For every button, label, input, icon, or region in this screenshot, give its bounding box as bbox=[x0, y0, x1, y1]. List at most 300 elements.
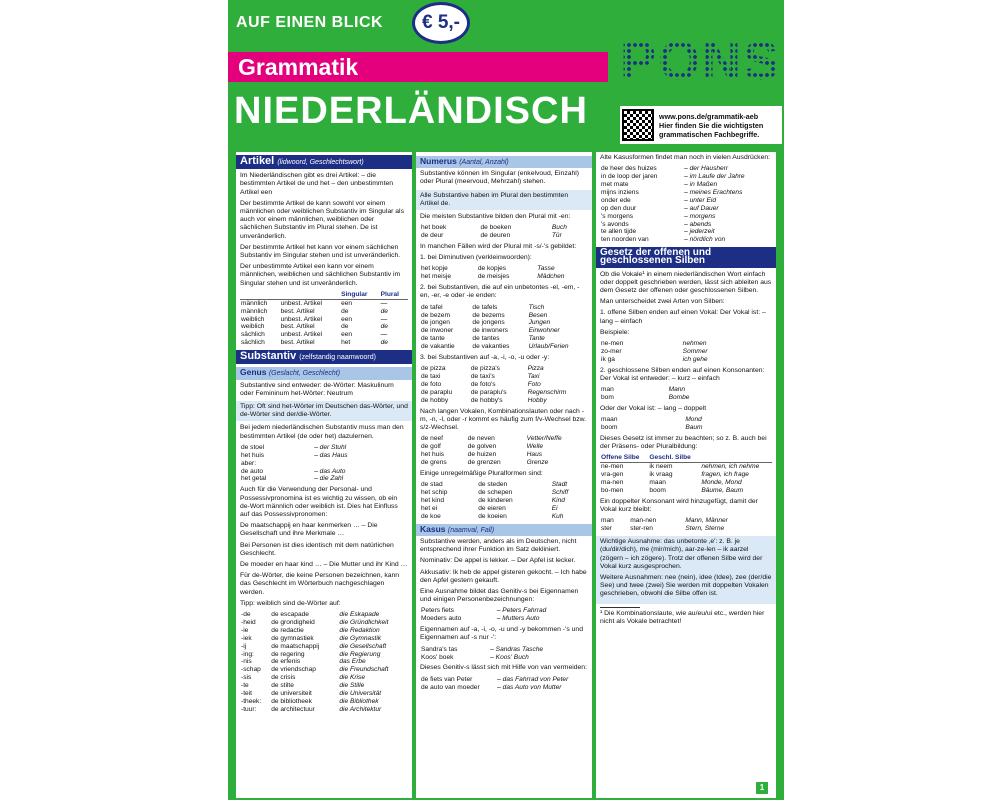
section-substantiv: Substantiv (zelfstandig naamwoord) bbox=[236, 350, 412, 364]
tip-box: Tipp: Oft sind het-Wörter im Deutschen das-Wörter, und de-Wörter sind der/die-Wörter. bbox=[236, 401, 412, 421]
table-cell: Tasse bbox=[537, 265, 555, 273]
section-artikel: Artikel (lidwoord, Geschlechtswort) bbox=[236, 155, 412, 169]
table-row bbox=[240, 299, 408, 307]
plural-table bbox=[420, 481, 588, 521]
suffix-table bbox=[240, 611, 408, 714]
subsection-genus: Genus (Geslacht, Geschlecht) bbox=[236, 367, 412, 379]
table-cell: – jederzeit bbox=[684, 228, 715, 236]
table-row bbox=[420, 373, 588, 381]
table-cell: die Krise bbox=[339, 674, 365, 682]
table-row bbox=[600, 463, 772, 471]
table-cell: Welle bbox=[526, 443, 544, 451]
table-cell: man bbox=[601, 517, 614, 525]
table-cell: de bibliotheek bbox=[271, 697, 312, 705]
table-cell: unbest. Artikel bbox=[280, 299, 322, 307]
table-cell: maan bbox=[601, 416, 618, 424]
table-cell: Pizza bbox=[527, 365, 544, 373]
table-cell: de meisjes bbox=[477, 273, 510, 281]
text: De moeder en haar kind … – Die Mutter und ihr Kind … bbox=[240, 560, 408, 568]
table-cell: best. Artikel bbox=[280, 339, 315, 347]
text: Für de-Wörter, die keine Personen bezeichnen, kann das Geschlecht im Wörterbuch nachgeschlagen werden. bbox=[240, 572, 400, 596]
tip-box: Alle Substantive haben im Plural den bestimmten Artikel de. bbox=[416, 190, 592, 210]
cheat-sheet bbox=[228, 0, 784, 800]
table-cell: de foto's bbox=[470, 381, 496, 389]
table-cell: männlich bbox=[241, 307, 268, 315]
table-row bbox=[240, 690, 408, 698]
table-cell: man bbox=[601, 386, 614, 394]
table-cell: -de bbox=[241, 610, 251, 618]
table-cell: -schap bbox=[241, 666, 261, 674]
table-cell: -nis bbox=[241, 658, 252, 666]
table-cell: – der Hausherr bbox=[684, 165, 729, 173]
text: Der bestimmte Artikel het kann vor einem sächlichen Substantiv im Singular stehen und ist unveränderlich. bbox=[240, 243, 401, 260]
column-2 bbox=[416, 152, 592, 798]
text: Die meisten Substantive bilden den Plural mit -en: bbox=[420, 213, 571, 221]
table-cell: de vakantie bbox=[421, 343, 455, 351]
table-row bbox=[420, 381, 588, 389]
text: Dieses Gesetz ist immer zu beachten; so z. B. auch bei der Präsens- oder Pluralbildung: bbox=[600, 435, 767, 451]
table-cell: die Freundschaft bbox=[339, 666, 389, 674]
table-row bbox=[600, 348, 772, 356]
table-row bbox=[600, 221, 772, 229]
table-cell: mijns inziens bbox=[601, 188, 639, 196]
example-table bbox=[420, 607, 588, 623]
table-cell: de escapade bbox=[271, 610, 309, 618]
table-row bbox=[600, 189, 772, 197]
table-row bbox=[600, 181, 772, 189]
table-row bbox=[240, 460, 408, 468]
table-row bbox=[600, 236, 772, 244]
table-cell: de tantes bbox=[472, 335, 500, 343]
table-cell: die Stille bbox=[339, 682, 365, 690]
table-cell: – unter Eid bbox=[684, 196, 717, 204]
text: Nach langen Vokalen, Kombinationslauten oder nach -m, -n, -l, oder -r kommt es häufig zum f/v-Wechsel bzw. s/z-Wechsel. bbox=[420, 407, 587, 432]
plural-table bbox=[420, 224, 588, 240]
language-title: NIEDERLÄNDISCH bbox=[234, 90, 588, 132]
table-cell: de bbox=[341, 307, 349, 315]
table-cell: de koeien bbox=[478, 512, 507, 520]
table-cell: Foto bbox=[527, 381, 541, 389]
table-cell: -iek bbox=[241, 634, 252, 642]
page-number: 1 bbox=[756, 782, 768, 794]
table-cell: ster bbox=[601, 525, 612, 533]
example-table bbox=[420, 676, 588, 692]
table-row bbox=[420, 684, 588, 692]
table-cell: Mond bbox=[685, 416, 702, 424]
table-row bbox=[240, 475, 408, 483]
qr-line-2: Hier finden Sie die wichtigsten bbox=[659, 120, 764, 130]
table-row bbox=[420, 397, 588, 405]
table-cell: ik neem bbox=[649, 463, 673, 471]
table-cell: de erfenis bbox=[271, 658, 301, 666]
table-cell: op den duur bbox=[601, 204, 637, 212]
text: Substantive sind entweder: de-Wörter: Maskulinum oder Femininum het-Wörter: Neutrum bbox=[240, 381, 394, 397]
table-row bbox=[240, 331, 408, 339]
table-cell: Bombe bbox=[668, 394, 690, 402]
table-cell: een bbox=[341, 331, 353, 339]
table-row bbox=[420, 327, 588, 335]
table-row bbox=[600, 165, 772, 173]
table-cell: het bbox=[341, 339, 351, 347]
text: Ob die Vokale¹ in einem niederländischen Wort einfach oder doppelt geschrieben werden, lässt sich ableiten aus dem Gesetz der offenen oder geschlossenen Silben. bbox=[600, 270, 772, 295]
table-cell: de grenzen bbox=[467, 459, 501, 467]
text: Im Niederländischen gibt es drei Artikel: – die bestimmten Artikel de und het – den unbestimmten Artikel een bbox=[240, 172, 394, 196]
price-badge: € 5,- bbox=[412, 2, 470, 44]
table-cell: fragen, ich frage bbox=[701, 471, 749, 479]
table-cell: de regering bbox=[271, 650, 305, 658]
table-cell: de boeken bbox=[480, 224, 512, 232]
table-row bbox=[420, 273, 588, 281]
table-cell: de gymnastiek bbox=[271, 634, 314, 642]
table-cell: boom bbox=[649, 487, 666, 495]
table-cell: een bbox=[341, 315, 353, 323]
table-cell: de bbox=[380, 323, 388, 331]
table-cell: die Redaktion bbox=[339, 626, 380, 634]
table-cell: de vakanties bbox=[472, 343, 510, 351]
table-row bbox=[420, 513, 588, 521]
table-cell: – das Auto von Mutter bbox=[497, 683, 562, 691]
table-row bbox=[600, 173, 772, 181]
table-cell: ten noorden van bbox=[601, 236, 649, 244]
table-row bbox=[420, 435, 588, 443]
table-cell: Vetter/Neffe bbox=[526, 435, 562, 443]
text: Bei Personen ist dies identisch mit dem natürlichen Geschlecht. bbox=[240, 541, 394, 557]
text: Substantive werden, anders als im Deutschen, nicht entsprechend ihrer Funktion im Satz dekliniert. bbox=[420, 538, 577, 554]
table-cell: de hobby bbox=[421, 396, 449, 404]
table-cell: het schip bbox=[421, 489, 448, 497]
table-cell: -teit bbox=[241, 690, 252, 698]
subsection-kasus: Kasus (naamval, Fall) bbox=[416, 524, 592, 536]
table-cell: het meisje bbox=[421, 273, 452, 281]
text: Oder der Vokal ist: – lang – doppelt bbox=[600, 405, 707, 413]
table-row bbox=[240, 611, 408, 619]
table-cell: de taxi bbox=[421, 373, 441, 381]
table-cell: best. Artikel bbox=[280, 323, 315, 331]
table-cell: best. Artikel bbox=[280, 307, 315, 315]
table-cell: — bbox=[380, 315, 388, 323]
table-cell: die Gründlichkeit bbox=[339, 618, 389, 626]
table-cell: Koos' boek bbox=[421, 653, 454, 661]
table-cell: – die Zahl bbox=[314, 475, 344, 483]
table-cell: das Erbe bbox=[339, 658, 366, 666]
table-cell: de auto van moeder bbox=[421, 683, 480, 691]
table-cell: Taxi bbox=[527, 373, 540, 381]
table-cell: 's morgens bbox=[601, 212, 634, 220]
text: Nominativ: De appel is lekker. – Der Apfel ist lecker. bbox=[420, 557, 576, 565]
text: In manchen Fällen wird der Plural mit -s/-'s gebildet: bbox=[420, 243, 577, 251]
table-cell: de inwoners bbox=[472, 327, 508, 335]
table-cell: Kind bbox=[551, 497, 565, 505]
table-cell: – auf Dauer bbox=[684, 204, 719, 212]
table-cell: de architectuur bbox=[271, 705, 315, 713]
table-cell: männlich bbox=[241, 299, 268, 307]
table-cell: -ing: bbox=[241, 650, 254, 658]
table-cell: ik ga bbox=[601, 355, 615, 363]
table-cell: vra-gen bbox=[601, 471, 624, 479]
table-cell: Mädchen bbox=[537, 273, 565, 281]
text: 2. geschlossene Silben enden auf einen Konsonanten: Der Vokal ist entweder: – kurz – einfach bbox=[600, 366, 765, 383]
text: Der unbestimmte Artikel een kann vor einem männlichen, weiblichen und sächlichen Substantiv im Singular stehen und ist unveränderlich. bbox=[240, 263, 401, 287]
table-cell: bom bbox=[601, 394, 614, 402]
table-cell: de bezems bbox=[472, 311, 505, 319]
table-cell: – der Stuhl bbox=[314, 443, 347, 451]
table-cell: de neven bbox=[467, 435, 495, 443]
qr-url[interactable]: www.pons.de/grammatik-aeb bbox=[659, 111, 759, 121]
table-cell: de fiets van Peter bbox=[421, 675, 473, 683]
table-cell: de bbox=[341, 323, 349, 331]
table-cell: nehmen, ich nehme bbox=[701, 463, 760, 471]
table-cell: de huizen bbox=[467, 451, 497, 459]
table-cell: -ij bbox=[241, 642, 247, 650]
table-cell: Tür bbox=[551, 232, 562, 240]
table-cell: het boek bbox=[421, 224, 447, 232]
table-row bbox=[420, 646, 588, 654]
table-cell: de stilte bbox=[271, 682, 294, 690]
table-row bbox=[240, 643, 408, 651]
table-cell: de universiteit bbox=[271, 690, 312, 698]
table-cell: de kopjes bbox=[477, 265, 507, 273]
text: Bei jedem niederländischen Substantiv muss man den bestimmten Artikel (de oder het) dazulernen. bbox=[240, 424, 404, 440]
kasus-table bbox=[600, 165, 772, 244]
table-cell: ster-ren bbox=[630, 525, 653, 533]
table-cell: Haus bbox=[526, 451, 543, 459]
table-cell: Moeders auto bbox=[421, 615, 462, 623]
table-cell: de neef bbox=[421, 435, 443, 443]
text: Beispiele: bbox=[600, 328, 630, 336]
table-cell: sächlich bbox=[241, 339, 265, 347]
table-row bbox=[240, 308, 408, 316]
table-row bbox=[420, 676, 588, 684]
table-row bbox=[420, 312, 588, 320]
table-cell: de auto bbox=[241, 467, 263, 475]
table-row bbox=[420, 389, 588, 397]
table-cell: Ei bbox=[551, 504, 558, 512]
table-cell: die Architektur bbox=[339, 705, 382, 713]
table-row bbox=[600, 197, 772, 205]
table-cell: de bbox=[380, 339, 388, 347]
table-row bbox=[420, 607, 588, 615]
table-row bbox=[420, 489, 588, 497]
table-cell: de paraplu's bbox=[470, 389, 507, 397]
table-cell: die Bibliothek bbox=[339, 697, 379, 705]
table-cell: – im Laufe der Jahre bbox=[684, 173, 745, 181]
plural-table bbox=[420, 304, 588, 351]
example-table bbox=[420, 646, 588, 662]
table-cell: de jongen bbox=[421, 319, 450, 327]
table-cell: de heer des huizes bbox=[601, 165, 657, 173]
table-cell: de grens bbox=[421, 459, 447, 467]
text: 1. offene Silben enden auf einen Vokal: Der Vokal ist: – lang – einfach bbox=[600, 309, 766, 325]
qr-text bbox=[659, 112, 763, 139]
table-cell: nehmen bbox=[682, 340, 707, 348]
text: Substantive können im Singular (enkelvoud, Einzahl) oder Plural (meervoud, Mehrzahl) stehen. bbox=[420, 170, 580, 186]
header bbox=[228, 0, 784, 148]
table-cell: de tafel bbox=[421, 303, 443, 311]
table-cell: – morgens bbox=[684, 212, 716, 220]
table-row bbox=[420, 319, 588, 327]
subsection-numerus: Numerus (Aantal, Anzahl) bbox=[416, 156, 592, 168]
table-row bbox=[420, 654, 588, 662]
table-cell: — bbox=[380, 331, 388, 339]
table-row bbox=[240, 682, 408, 690]
table-row bbox=[420, 265, 588, 273]
tip-box: Wichtige Ausnahme: das unbetonte ‚e': z. B. je (du/dir/dich), me (mir/mich), aar-ze-len – ik aarzel (zögern – ich zögere). Trotz der offenen Silbe wird der Vokal kurz ausgesprochen. Weitere Ausnahmen: nee (nein), idee (Idee), zee (der/die See) und twee (zwei) Sie werden mit doppelten Vokalen geschrieben, obwohl die Silbe offen ist. bbox=[596, 536, 776, 603]
table-cell: die Gesellschaft bbox=[339, 642, 387, 650]
table-row bbox=[600, 471, 772, 479]
table-row bbox=[240, 666, 408, 674]
table-row bbox=[240, 658, 408, 666]
column-1 bbox=[236, 152, 412, 798]
table-cell: – das Auto bbox=[314, 467, 346, 475]
table-cell: de bbox=[380, 307, 388, 315]
table-row bbox=[600, 205, 772, 213]
table-row bbox=[420, 335, 588, 343]
plural-table bbox=[420, 265, 588, 281]
table-cell: -ie bbox=[241, 626, 249, 634]
table-cell: Sandra's tas bbox=[421, 645, 458, 653]
table-cell: de crisis bbox=[271, 674, 296, 682]
table-cell: de taxi's bbox=[470, 373, 495, 381]
table-cell: de deuren bbox=[480, 232, 511, 240]
table-row bbox=[420, 459, 588, 467]
table-row bbox=[420, 451, 588, 459]
table-cell: – abends bbox=[684, 220, 712, 228]
text: Eine Ausnahme bildet das Genitiv-s bei Eigennamen und einigen Personenbezeichnungen: bbox=[420, 588, 579, 604]
table-cell: de bezem bbox=[421, 311, 450, 319]
table-cell: Hobby bbox=[527, 396, 547, 404]
qr-box[interactable] bbox=[620, 106, 782, 144]
table-row bbox=[420, 497, 588, 505]
table-cell: de maatschappij bbox=[271, 642, 320, 650]
content-area bbox=[228, 148, 784, 800]
table-cell: – Sandras Tasche bbox=[490, 645, 544, 653]
table-row bbox=[600, 525, 772, 533]
table-cell: Buch bbox=[551, 224, 567, 232]
table-row bbox=[420, 615, 588, 623]
table-row bbox=[240, 651, 408, 659]
qr-code-icon[interactable] bbox=[622, 109, 654, 141]
table-cell: Peters fiets bbox=[421, 607, 454, 615]
table-cell: sächlich bbox=[241, 331, 265, 339]
example-table bbox=[600, 340, 772, 364]
table-cell: Tisch bbox=[528, 303, 545, 311]
section-silben: Gesetz der offenen und geschlossenen Silben bbox=[596, 247, 776, 267]
table-cell: 's avonds bbox=[601, 220, 629, 228]
table-cell: – Peters Fahrrad bbox=[496, 607, 547, 615]
text: Dieses Genitiv-s lässt sich mit Hilfe von van vermeiden: bbox=[420, 664, 587, 672]
table-cell: te allen tijde bbox=[601, 228, 637, 236]
table-cell: de jongens bbox=[472, 319, 505, 327]
table-row bbox=[240, 706, 408, 714]
text: Einige unregelmäßige Pluralformen sind: bbox=[420, 470, 543, 478]
text: Eigennamen auf -a, -i, -o, -u und -y bekommen -'s und Eigennamen auf -s nur -': bbox=[420, 626, 583, 642]
table-cell: de golf bbox=[421, 443, 441, 451]
text: Auch für die Verwendung der Personal- und Possessivpronomina ist es wichtig zu wissen, ob ein de-Wort männlich oder weiblich ist. Dies hat Einfluss auf das Possessivpronomen: bbox=[240, 486, 398, 518]
table-cell: een bbox=[341, 299, 353, 307]
table-row bbox=[240, 674, 408, 682]
table-cell: ik vraag bbox=[649, 471, 673, 479]
table-cell: ma-nen bbox=[601, 479, 624, 487]
table-cell: -te bbox=[241, 682, 249, 690]
table-cell: -sis bbox=[241, 674, 252, 682]
table-cell: het huis bbox=[241, 451, 265, 459]
table-cell: de grondigheid bbox=[271, 618, 315, 626]
table-cell: man-nen bbox=[630, 517, 657, 525]
table-cell: ne-men bbox=[601, 340, 624, 348]
table-row bbox=[240, 627, 408, 635]
table-cell: het kopje bbox=[421, 265, 448, 273]
table-cell: Baum bbox=[685, 424, 703, 432]
table-row bbox=[240, 698, 408, 706]
table-cell: de redactie bbox=[271, 626, 304, 634]
table-cell: -heid bbox=[241, 618, 256, 626]
table-cell: het kind bbox=[421, 497, 445, 505]
table-row bbox=[600, 228, 772, 236]
footnote-divider bbox=[600, 607, 640, 608]
table-cell: Urlaub/Ferien bbox=[528, 343, 569, 351]
table-cell: Monde, Mond bbox=[701, 479, 742, 487]
text: 2. bei Substantiven, die auf ein unbetontes -el, -em, -en, -er, -e oder -ie enden: bbox=[420, 284, 580, 300]
table-cell: onder ede bbox=[601, 196, 631, 204]
pons-logo: PONS bbox=[620, 31, 782, 91]
table-row bbox=[240, 339, 408, 347]
text: Ein doppelter Konsonant wird hinzugefügt, damit der Vokal kurz bleibt: bbox=[600, 497, 758, 514]
column-3 bbox=[596, 152, 776, 798]
table-cell: de eieren bbox=[478, 504, 506, 512]
text: 3. bei Substantiven auf -a, -i, -o, -u oder -y: bbox=[420, 354, 550, 362]
example-table bbox=[600, 517, 772, 533]
table-row bbox=[600, 340, 772, 348]
table-cell: de steden bbox=[478, 481, 508, 489]
table-cell: de pizza bbox=[421, 365, 446, 373]
table-cell: – das Haus bbox=[314, 451, 348, 459]
text: Man unterscheidet zwei Arten von Silben: bbox=[600, 298, 725, 306]
plural-table bbox=[420, 365, 588, 405]
table-cell: de golven bbox=[467, 443, 497, 451]
table-cell: Jungen bbox=[528, 319, 551, 327]
table-row bbox=[420, 505, 588, 513]
table-cell: die Universität bbox=[339, 690, 382, 698]
table-cell: – Koos' Buch bbox=[490, 653, 529, 661]
table-cell: – in Maßen bbox=[684, 181, 718, 189]
table-cell: in de loop der jaren bbox=[601, 173, 658, 181]
table-cell: aber: bbox=[241, 459, 257, 467]
table-cell: unbest. Artikel bbox=[280, 331, 322, 339]
table-cell: de koe bbox=[421, 512, 441, 520]
table-cell: — bbox=[380, 299, 388, 307]
table-cell: Schiff bbox=[551, 489, 569, 497]
table-cell: de inwoner bbox=[421, 327, 454, 335]
text: 1. bei Diminutiven (verkleinwoorden): bbox=[420, 254, 532, 262]
table-cell: – nördlich von bbox=[684, 236, 726, 244]
table-cell: -tuur: bbox=[241, 705, 257, 713]
footnote: ¹ Die Kombinationslaute, wie au/eu/ui etc., werden hier nicht als Vokale betrachtet! bbox=[600, 609, 765, 625]
table-cell: de tante bbox=[421, 335, 445, 343]
table-cell: de foto bbox=[421, 381, 442, 389]
qr-line-3: grammatischen Fachbegriffe. bbox=[659, 129, 760, 139]
text: Akkusativ: Ik heb de appel gisteren gekocht. – Ich habe den Apfel gestern gekauft. bbox=[420, 568, 587, 584]
table-cell: Bäume, Baum bbox=[701, 487, 744, 495]
table-cell: de stoel bbox=[241, 443, 265, 451]
table-row bbox=[240, 323, 408, 331]
table-cell: zo-mer bbox=[601, 348, 622, 355]
table-cell bbox=[313, 460, 408, 468]
table-cell: Grenze bbox=[526, 459, 549, 467]
table-row bbox=[240, 635, 408, 643]
artikel-table: Singular Plural männlich unbest. Artikel een — männlich best. Artikel de de weiblich unbest. Artikel een — weiblich best. Artikel de de sächlich unbest. Artikel een — sächlich best. Artikel het de bbox=[240, 291, 408, 347]
table-cell: Einwohner bbox=[528, 327, 560, 335]
table-cell: maan bbox=[649, 479, 666, 487]
